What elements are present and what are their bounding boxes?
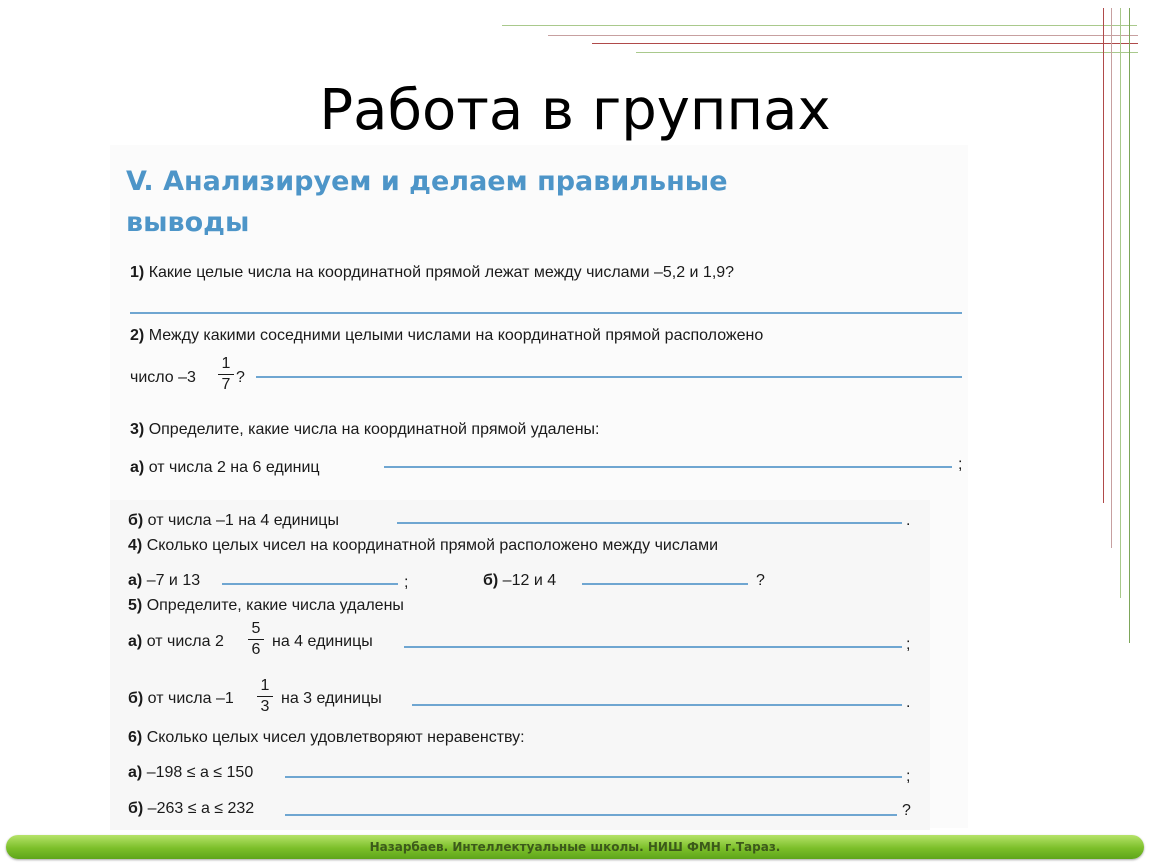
- question-2: 2) Между какими соседними целыми числами на координатной прямой расположено: [130, 327, 764, 344]
- answer-line: [285, 814, 897, 816]
- punctuation: .: [906, 694, 911, 711]
- question-3b: б) от числа –1 на 4 единицы: [128, 512, 339, 529]
- question-5a: а) от числа 2: [128, 633, 224, 650]
- answer-line: [404, 646, 902, 648]
- question-5b-suffix: на 3 единицы: [281, 690, 382, 707]
- question-6: 6) Сколько целых чисел удовлетворяют неравенству:: [128, 729, 525, 746]
- answer-line: [384, 466, 952, 468]
- question-4a: а) –7 и 13: [128, 572, 201, 589]
- question-5b: б) от числа –1: [128, 690, 234, 707]
- question-4b: б) –12 и 4: [483, 572, 557, 589]
- slide-title: Работа в группах: [319, 78, 831, 143]
- question-3: 3) Определите, какие числа на координатной прямой удалены:: [130, 421, 600, 438]
- answer-line: [285, 776, 902, 778]
- decorative-line: [502, 25, 1137, 26]
- question-3a: а) от числа 2 на 6 единиц: [130, 459, 320, 476]
- question-2-number: число –3: [130, 369, 196, 386]
- fraction: 1 7: [218, 355, 234, 394]
- answer-line: [222, 583, 398, 585]
- decorative-line: [636, 52, 1138, 53]
- answer-line: [412, 704, 902, 706]
- question-4: 4) Сколько целых чисел на координатной прямой расположено между числами: [128, 537, 719, 554]
- question-6b: б) –263 ≤ a ≤ 232: [128, 800, 255, 817]
- decorative-line: [548, 35, 1138, 36]
- answer-line: [256, 376, 962, 378]
- punctuation: ;: [906, 768, 911, 785]
- decorative-line: [592, 43, 1138, 44]
- question-5: 5) Определите, какие числа удалены: [128, 597, 404, 614]
- punctuation: ;: [906, 636, 911, 653]
- punctuation: ;: [404, 574, 409, 591]
- punctuation: ?: [756, 572, 765, 589]
- punctuation: ?: [902, 802, 911, 819]
- question-5a-suffix: на 4 единицы: [272, 633, 373, 650]
- worksheet-heading-cont: выводы: [126, 207, 250, 238]
- footer-text: Назарбаев. Интеллектуальные школы. НИШ ФМН г.Тараз.: [369, 840, 781, 854]
- punctuation: .: [906, 512, 911, 529]
- answer-line: [582, 583, 748, 585]
- answer-line: [397, 522, 902, 524]
- fraction: 5 6: [248, 620, 264, 659]
- fraction: 1 3: [257, 677, 273, 716]
- question-mark: ?: [236, 369, 245, 386]
- question-6a: а) –198 ≤ a ≤ 150: [128, 764, 254, 781]
- punctuation: ;: [958, 456, 963, 473]
- answer-line: [130, 312, 962, 314]
- worksheet-heading: V. Анализируем и делаем правильные: [126, 166, 728, 197]
- question-1: 1) Какие целые числа на координатной прямой лежат между числами –5,2 и 1,9?: [130, 264, 735, 281]
